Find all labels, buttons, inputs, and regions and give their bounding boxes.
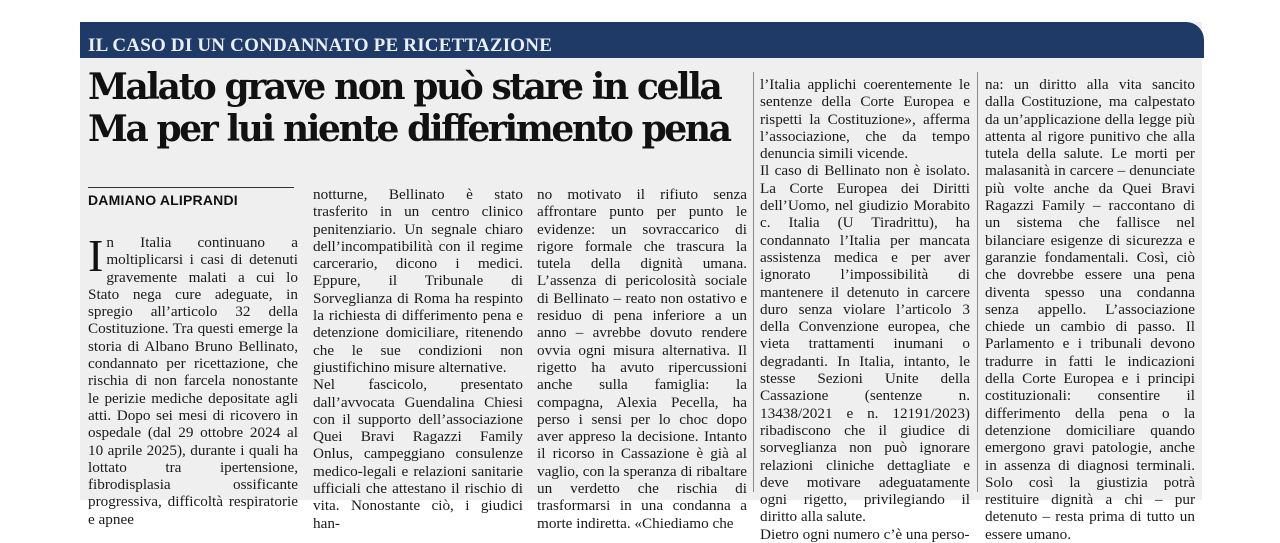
article-column-5 <box>985 76 1195 543</box>
article-column-1 <box>88 230 298 528</box>
column-2-paragraph-2: Nel fascicolo, presentato dall’avvocata Guendalina Chiesi con il supporto dell’associazione Quei Bravi Ragazzi Family Onlus, campeggiano consulenze medico-legali e relazioni sanitarie ufficiali che attestano il rischio di vita. Nonostante ciò, i giudici han- <box>313 376 523 532</box>
column-3-paragraph: no motivato il rifiuto senza affrontare punto per punto le evidenze: un sovraccarico di rigore formale che trascura la tutela della dignità umana. L’assenza di pericolosità sociale di Bellinato – reato non ostativo e residuo di pena inferiore a un anno – avrebbe dovuto rendere ovvia ogni misura alternativa. Il rigetto ha avuto ripercussioni anche sulla famiglia: la compagna, Alexia Pecella, ha perso i sensi per lo choc dopo aver appreso la decisione. Intanto il ricorso in Cassazione è già al vaglio, con la speranza di ribaltare un verdetto che rischia di trasformarsi in una condanna a morte indiretta. «Chiediamo che <box>537 186 747 532</box>
column-2-paragraph-1: notturne, Bellinato è stato trasferito in un centro clinico penitenziario. Un segnale chiaro dell’incompatibilità con il regime carcerario, dicono i medici. Eppure, il Tribunale di Sorveglianza di Roma ha respinto la richiesta di differimento pena e detenzione domiciliare, ritenendo che le sue condizioni non giustifichino misure alternative. <box>313 186 523 376</box>
kicker-strip <box>80 22 1204 58</box>
kicker: IL CASO DI UN CONDANNATO PE RICETTAZIONE <box>88 35 553 56</box>
column-1-text: n Italia continuano a moltiplicarsi i casi di detenuti gravemente malati a cui lo Stato nega cure adeguate, in spregio all’articolo 32 della Costituzione. Tra questi emerge la storia di Albano Bruno Bellinato, condannato per ricettazione, che rischia di non farcela nonostante le perizie mediche depositate agli atti. Dopo sei mesi di ricovero in ospedale (dal 29 ottobre 2024 al 10 aprile 2025), durante i quali ha lottato tra ipertensione, fibrodisplasia ossificante progressiva, difficoltà respiratorie e apnee <box>88 234 298 528</box>
headline-line-1: Malato grave non può stare in cella <box>88 66 721 108</box>
column-divider <box>753 72 754 492</box>
article-column-4 <box>760 76 970 543</box>
column-divider <box>977 72 978 492</box>
column-4-paragraph-2: Il caso di Bellinato non è isolato. La Corte Europea dei Diritti dell’Uomo, nel giudizio Morabito c. Italia (U Tiradrittu), ha condannato l’Italia per mancata assistenza medica e per aver ignorato l’impossibilità di mantenere il detenuto in carcere duro senza violare l’articolo 3 della Convenzione europea, che vieta trattamenti inumani o degradanti. In Italia, intanto, le stesse Sezioni Unite della Cassazione (sentenze n. 13438/2021 e n. 12191/2023) ribadiscono che il giudice di sorveglianza non può ignorare relazioni cliniche dettagliate e deve motivare adeguatamente ogni rigetto, privilegiando il diritto alla salute. <box>760 162 970 526</box>
column-5-paragraph: na: un diritto alla vita sancito dalla Costituzione, ma calpestato da un’applicazione della legge più attenta al rigore punitivo che alla tutela della salute. Le morti per malasanità in carcere – denunciate più volte anche da Quei Bravi Ragazzi Family – raccontano di un sistema che fallisce nel bilanciare esigenze di sicurezza e garanzie fondamentali. Così, ciò che dovrebbe essere una pena diventa spesso una condanna senza appello. L’associazione chiede un cambio di passo. Il Parlamento e i tribunali devono tradurre in fatti le indicazioni della Corte Europea e i principi costituzionali: consentire il differimento della pena o la detenzione domiciliare quando emergono gravi patologie, anche in assenza di diagnosi terminali. Solo così la giustizia potrà restituire dignità a chi – pur detenuto – resta prima di tutto un essere umano. <box>985 76 1195 543</box>
newspaper-clipping <box>80 22 1202 543</box>
column-4-paragraph-1: l’Italia applichi coerentemente le sentenze della Corte Europea e rispetti la Costituzione», afferma l’associazione, che da tempo denuncia simili vicende. <box>760 76 970 163</box>
headline <box>88 66 748 150</box>
headline-line-2: Ma per lui niente differimento pena <box>88 108 730 150</box>
article-column-3 <box>537 186 747 532</box>
drop-cap: I <box>88 230 104 281</box>
column-4-paragraph-3: Dietro ogni numero c’è una perso- <box>760 525 970 543</box>
byline-rule <box>88 187 294 188</box>
article-column-2 <box>313 186 523 532</box>
byline: DAMIANO ALIPRANDI <box>88 192 238 208</box>
